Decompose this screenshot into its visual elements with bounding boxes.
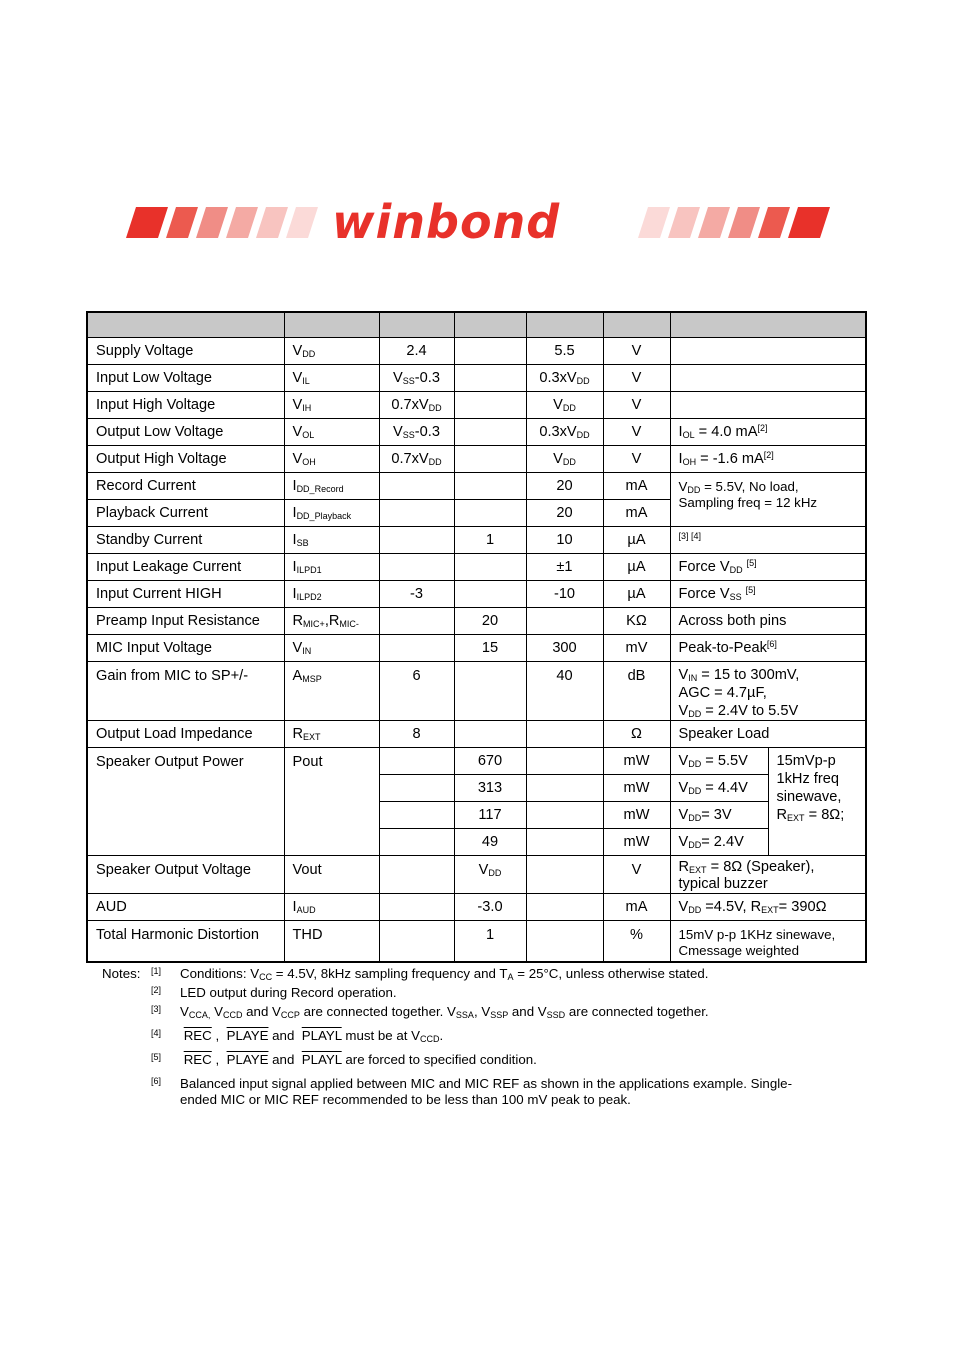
max-cell: 300 [526, 635, 603, 662]
unit-cell: V [603, 338, 670, 365]
param-cell: Output Load Impedance [87, 721, 284, 748]
max-cell: 5.5 [526, 338, 603, 365]
unit-cell: mA [603, 894, 670, 921]
typ-cell: 1 [454, 527, 526, 554]
typ-cell: $V_{DD}$ [454, 856, 526, 894]
side-cond-cell: 15mVp-p 1kHz freq sinewave, $R_{EXT} = 8\Omega$; [768, 748, 866, 856]
min-cell [379, 554, 454, 581]
symbol-cell: Pout [284, 748, 379, 856]
cond-cell: $I_{OL} = 4.0$ mA[2] [670, 419, 866, 446]
table-row [87, 446, 866, 473]
param-cell: Input Current HIGH [87, 581, 284, 608]
max-cell: $V_{DD}$ [526, 446, 603, 473]
unit-cell: V [603, 446, 670, 473]
note-1: Notes: [1] Conditions: $V_{CC} = 4.5V$, 8kHz sampling frequency and $T_A = 25^\circ C$, unless otherwise stated. [102, 966, 862, 982]
table-row [87, 392, 866, 419]
symbol-cell: $V_{IL}$ [284, 365, 379, 392]
unit-cell: Ω [603, 721, 670, 748]
header-cell [87, 312, 284, 338]
unit-cell: mA [603, 500, 670, 527]
typ-cell [454, 581, 526, 608]
typ-cell [454, 392, 526, 419]
symbol-cell: $R_{EXT}$ [284, 721, 379, 748]
min-cell: $V_{SS}-0.3$ [379, 365, 454, 392]
table-header-row [87, 312, 866, 338]
header-cell [603, 312, 670, 338]
table-row [87, 921, 866, 962]
symbol-cell: $I_{SB}$ [284, 527, 379, 554]
max-cell [526, 608, 603, 635]
min-cell [379, 894, 454, 921]
cond-cell: Force $V_{DD}$ [5] [670, 554, 866, 581]
max-cell: 40 [526, 662, 603, 721]
cond-cell: Peak-to-Peak[6] [670, 635, 866, 662]
cond-cell [670, 338, 866, 365]
note-4: [4] $\overline{REC}$ , PLAYE and PLAYL must be at $V_{CCD}$. [102, 1028, 862, 1044]
typ-cell: 313 [454, 775, 526, 802]
cond-cell: Speaker Load [670, 721, 866, 748]
symbol-cell: Vout [284, 856, 379, 894]
note-number: [2] [151, 985, 162, 995]
typ-cell: -3.0 [454, 894, 526, 921]
max-cell [526, 829, 603, 856]
unit-cell: KΩ [603, 608, 670, 635]
param-cell: Playback Current [87, 500, 284, 527]
table-row [87, 419, 866, 446]
typ-cell: 15 [454, 635, 526, 662]
symbol-cell: $V_{DD}$ [284, 338, 379, 365]
param-cell: Output Low Voltage [87, 419, 284, 446]
unit-cell: V [603, 365, 670, 392]
max-cell [526, 921, 603, 962]
min-cell [379, 608, 454, 635]
symbol-cell: $I_{ILPD1}$ [284, 554, 379, 581]
unit-cell: V [603, 419, 670, 446]
typ-cell [454, 500, 526, 527]
min-cell [379, 635, 454, 662]
max-cell: -10 [526, 581, 603, 608]
note-5: [5] $\overline{REC}$ , PLAYE and PLAYL are forced to specified condition. [102, 1052, 862, 1068]
typ-cell [454, 473, 526, 500]
left-stripes [126, 207, 318, 238]
table-row [87, 856, 866, 894]
max-cell [526, 856, 603, 894]
cond-cell: Across both pins [670, 608, 866, 635]
cond-cell [670, 392, 866, 419]
param-cell: Speaker Output Power [87, 748, 284, 856]
table-row [87, 527, 866, 554]
min-cell: $0.7xV_{DD}$ [379, 446, 454, 473]
typ-cell [454, 365, 526, 392]
unit-cell: mW [603, 748, 670, 775]
min-cell: 2.4 [379, 338, 454, 365]
typ-cell: 117 [454, 802, 526, 829]
note-number: [6] [151, 1076, 162, 1086]
param-cell: Input Low Voltage [87, 365, 284, 392]
header-cell [379, 312, 454, 338]
note-number: [1] [151, 966, 162, 976]
param-cell: Speaker Output Voltage [87, 856, 284, 894]
typ-cell [454, 338, 526, 365]
max-cell: ±1 [526, 554, 603, 581]
symbol-cell: THD [284, 921, 379, 962]
param-cell: Standby Current [87, 527, 284, 554]
min-cell: -3 [379, 581, 454, 608]
note-number: [4] [151, 1028, 162, 1038]
cond-cell: Force $V_{SS}$ [5] [670, 581, 866, 608]
param-cell: Input Leakage Current [87, 554, 284, 581]
unit-cell: mW [603, 829, 670, 856]
param-cell: Gain from MIC to SP+/- [87, 662, 284, 721]
cond-cell: $V_{DD}= 3V$ [670, 802, 768, 829]
min-cell [379, 921, 454, 962]
table-row [87, 608, 866, 635]
max-cell: 20 [526, 500, 603, 527]
min-cell [379, 748, 454, 775]
table-row [87, 338, 866, 365]
max-cell: $0.3xV_{DD}$ [526, 419, 603, 446]
header-cell [526, 312, 603, 338]
cond-cell [670, 365, 866, 392]
note-6: [6] Balanced input signal applied between MIC and MIC REF as shown in the applications example. Single- ended MIC or MIC REF recommended to be less than 100 mV peak to peak. [102, 1076, 862, 1108]
notes-label: Notes: [102, 966, 141, 981]
max-cell [526, 802, 603, 829]
unit-cell: mV [603, 635, 670, 662]
typ-cell [454, 662, 526, 721]
symbol-cell: $I_{AUD}$ [284, 894, 379, 921]
cond-cell: $V_{DD} =4.5V$, $R_{EXT}= 390\Omega$ [670, 894, 866, 921]
param-cell: Output High Voltage [87, 446, 284, 473]
table-row [87, 365, 866, 392]
min-cell [379, 500, 454, 527]
unit-cell: mW [603, 775, 670, 802]
note-number: [5] [151, 1052, 162, 1062]
table-row [87, 635, 866, 662]
min-cell: $0.7xV_{DD}$ [379, 392, 454, 419]
table-row [87, 581, 866, 608]
cond-cell: $R_{EXT} = 8\Omega$ (Speaker), typical buzzer [670, 856, 866, 894]
cond-cell: [3] [4] [670, 527, 866, 554]
header-cell [454, 312, 526, 338]
cond-cell: 15mV p-p 1KHz sinewave, Cmessage weighted [670, 921, 866, 962]
min-cell: $V_{SS}-0.3$ [379, 419, 454, 446]
electrical-characteristics-table [86, 311, 867, 963]
note-3: [3] $V_{CCA,}$ $V_{CCD}$ and $V_{CCP}$ are connected together. $V_{SSA}$, $V_{SSP}$ and $V_{SSD}$ are connected together. [102, 1004, 862, 1020]
unit-cell: µA [603, 581, 670, 608]
symbol-cell: $R_{MIC+},R_{MIC-}$ [284, 608, 379, 635]
unit-cell: V [603, 392, 670, 419]
cond-cell: $V_{DD}= 2.4V$ [670, 829, 768, 856]
max-cell [526, 775, 603, 802]
symbol-cell: $A_{MSP}$ [284, 662, 379, 721]
table-row [87, 748, 866, 775]
header-cell [284, 312, 379, 338]
min-cell [379, 856, 454, 894]
symbol-cell: $I_{DD\_Record}$ [284, 473, 379, 500]
table-row [87, 662, 866, 721]
note-2: [2] LED output during Record operation. [102, 985, 862, 1001]
table-row [87, 894, 866, 921]
typ-cell: 670 [454, 748, 526, 775]
cond-cell: $V_{DD} = 5.5V$ [670, 748, 768, 775]
typ-cell: 20 [454, 608, 526, 635]
cond-cell: $I_{OH} = -1.6$ mA[2] [670, 446, 866, 473]
winbond-logo [122, 196, 834, 246]
unit-cell: V [603, 856, 670, 894]
cond-cell: $V_{DD} = 5.5V$, No load, Sampling freq = 12 kHz [670, 473, 866, 527]
cond-cell: $V_{IN} = 15$ to 300mV, AGC = 4.7µF, $V_{DD} = 2.4V$ to 5.5V [670, 662, 866, 721]
max-cell: 10 [526, 527, 603, 554]
min-cell [379, 473, 454, 500]
unit-cell: µA [603, 527, 670, 554]
typ-cell [454, 721, 526, 748]
param-cell: Record Current [87, 473, 284, 500]
min-cell: 8 [379, 721, 454, 748]
right-stripes [638, 207, 830, 238]
max-cell [526, 894, 603, 921]
header-cell [670, 312, 866, 338]
param-cell: Total Harmonic Distortion [87, 921, 284, 962]
notes-section [102, 966, 862, 1111]
cond-cell: $V_{DD} = 4.4V$ [670, 775, 768, 802]
table-row [87, 554, 866, 581]
table-row [87, 473, 866, 500]
typ-cell [454, 554, 526, 581]
param-cell: Supply Voltage [87, 338, 284, 365]
symbol-cell: $I_{DD\_Playback}$ [284, 500, 379, 527]
min-cell [379, 802, 454, 829]
symbol-cell: $V_{OH}$ [284, 446, 379, 473]
logo-wordmark: winbond [332, 196, 561, 246]
typ-cell: 1 [454, 921, 526, 962]
max-cell: $0.3xV_{DD}$ [526, 365, 603, 392]
typ-cell [454, 419, 526, 446]
typ-cell: 49 [454, 829, 526, 856]
symbol-cell: $V_{IN}$ [284, 635, 379, 662]
max-cell: $V_{DD}$ [526, 392, 603, 419]
symbol-cell: $V_{OL}$ [284, 419, 379, 446]
max-cell [526, 721, 603, 748]
min-cell [379, 527, 454, 554]
min-cell [379, 775, 454, 802]
param-cell: AUD [87, 894, 284, 921]
max-cell: 20 [526, 473, 603, 500]
note-number: [3] [151, 1004, 162, 1014]
unit-cell: dB [603, 662, 670, 721]
unit-cell: mW [603, 802, 670, 829]
table-row [87, 721, 866, 748]
max-cell [526, 748, 603, 775]
symbol-cell: $I_{ILPD2}$ [284, 581, 379, 608]
param-cell: MIC Input Voltage [87, 635, 284, 662]
min-cell: 6 [379, 662, 454, 721]
symbol-cell: $V_{IH}$ [284, 392, 379, 419]
unit-cell: % [603, 921, 670, 962]
min-cell [379, 829, 454, 856]
typ-cell [454, 446, 526, 473]
unit-cell: µA [603, 554, 670, 581]
param-cell: Preamp Input Resistance [87, 608, 284, 635]
unit-cell: mA [603, 473, 670, 500]
param-cell: Input High Voltage [87, 392, 284, 419]
